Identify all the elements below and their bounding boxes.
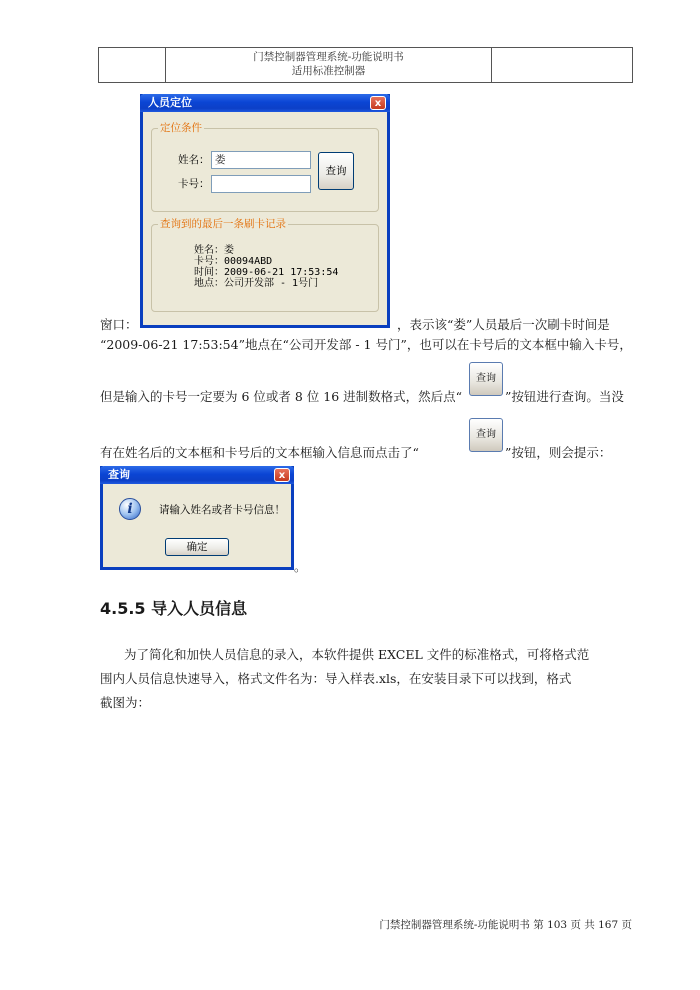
close-icon[interactable]: x <box>274 468 290 482</box>
paragraph-line-2: “2009-06-21 17:53:54”地点在“公司开发部 - 1 号门”，也可以在卡号后的文本框中输入卡号， <box>100 337 632 352</box>
locate-window-titlebar[interactable] <box>140 94 390 112</box>
section-heading: 4.5.5 导入人员信息 <box>100 599 248 618</box>
header-title <box>165 50 492 78</box>
result-line-location: 地点：公司开发部 - 1号门 <box>194 278 319 289</box>
query-button[interactable]: 查询 <box>318 152 354 190</box>
result-line-name: 姓名：娄 <box>194 245 234 256</box>
name-input[interactable]: 娄 <box>211 151 311 169</box>
close-icon[interactable]: x <box>370 96 386 110</box>
result-line-time: 时间：2009-06-21 17:53:54 <box>194 267 339 278</box>
conditions-group <box>151 122 379 212</box>
card-label: 卡号： <box>178 178 210 190</box>
locate-window <box>140 94 390 328</box>
result-group-label: 查询到的最后一条刷卡记录 <box>160 218 286 230</box>
p1-prefix: 窗口： <box>100 317 138 332</box>
paragraph-line-3-suffix: ”按钮进行查询。当没 <box>505 389 624 404</box>
paragraph-line-1-suffix: ，表示该“娄”人员最后一次刷卡时间是 <box>397 317 610 332</box>
query-message-box <box>100 466 294 570</box>
header-line1: 门禁控制器管理系统-功能说明书 <box>253 51 404 63</box>
msgbox-trailing-period: 。 <box>294 559 307 574</box>
section-body-line-3: 截图为： <box>100 695 151 710</box>
message-text: 请输入姓名或者卡号信息！ <box>159 504 285 516</box>
paragraph-line-4-prefix: 有在姓名后的文本框和卡号后的文本框输入信息而点击了“ <box>100 445 419 460</box>
section-body-line-2: 围内人员信息快速导入，格式文件名为：导入样表.xls，在安装目录下可以找到，格式 <box>100 671 572 686</box>
info-icon: i <box>119 498 141 520</box>
paragraph-line-1 <box>100 316 138 334</box>
inline-query-button-2[interactable]: 查询 <box>469 418 503 452</box>
result-line-card: 卡号：00094ABD <box>194 256 273 267</box>
ok-button[interactable]: 确定 <box>165 538 229 556</box>
paragraph-line-3-prefix: 但是输入的卡号一定要为 6 位或者 8 位 16 进制数格式，然后点“ <box>100 389 463 404</box>
message-box-title: 查询 <box>108 468 130 481</box>
result-group <box>151 218 379 312</box>
section-body-line-1: 为了简化和加快人员信息的录入，本软件提供 EXCEL 文件的标准格式，可将格式范 <box>124 647 590 662</box>
paragraph-line-4-suffix: ”按钮，则会提示： <box>505 445 612 460</box>
conditions-group-label: 定位条件 <box>160 122 202 134</box>
name-label: 姓名： <box>178 154 210 166</box>
message-box-titlebar[interactable] <box>100 466 294 484</box>
inline-query-button-1[interactable]: 查询 <box>469 362 503 396</box>
card-input[interactable] <box>211 175 311 193</box>
header-left-cell <box>98 48 166 82</box>
page-footer: 门禁控制器管理系统-功能说明书 第 103 页 共 167 页 <box>379 919 632 931</box>
page-header <box>98 47 633 83</box>
header-line2: 适用标准控制器 <box>291 65 366 77</box>
locate-window-title: 人员定位 <box>148 96 192 109</box>
header-right-cell <box>491 48 633 82</box>
